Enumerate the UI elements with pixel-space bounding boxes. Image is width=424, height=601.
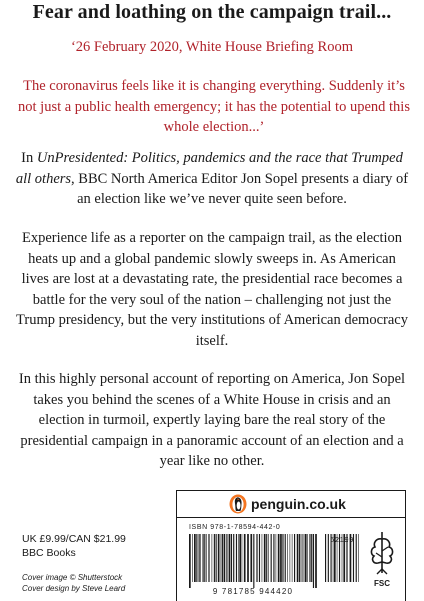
barcode-bar [221,534,222,582]
barcode-bar [238,534,239,582]
barcode-bar [307,534,308,582]
intro-prefix: In [21,150,37,166]
barcode-bar [305,534,307,582]
barcode-bar [224,534,226,582]
barcode-bar [192,534,193,582]
barcode-bar [226,534,227,582]
barcode-bar [212,534,213,582]
barcode-bar [315,534,317,588]
barcode-bar [311,534,312,582]
barcode-bar [313,534,314,588]
ean-barcode [187,534,319,588]
barcode-bar [257,534,258,582]
barcode-bar [299,534,300,582]
barcode-bar [250,534,252,582]
credits [22,573,125,594]
barcode-bar [196,534,197,582]
barcode-bar [236,534,237,582]
barcode-box [176,490,406,601]
dateline: ‘26 February 2020, White House Briefing Room [70,39,354,55]
publisher-strip [177,491,405,518]
barcode-bar [278,534,280,582]
book-title: UnPresidented: Politics, pandemics and the race that Trumped all others [15,150,403,187]
barcode-bar [206,534,207,582]
barcode-bar [292,534,293,582]
publisher-url[interactable]: penguin.co.uk [251,496,346,512]
paragraph-2: Experience life as a reporter on the campaign trail, as the election heats up and a global pandemic slowly sweeps in. As American lives are lost at a devastating rate, the presidential race becomes a battle for the very soul of the nation – challenging not just the Trump presidency, but the very institutions of American democracy itself. [16,230,408,349]
barcode-bar [194,534,196,582]
quote: The coronavirus feels like it is changing everything. Suddenly it’s not just a public health emergency; it has the potential to upend this whole election...’ [18,78,410,135]
barcode-bar [264,534,266,582]
barcode-digits: 9 781785 944420 [212,587,294,596]
imprint: BBC Books [22,547,76,559]
fsc-tree-icon [367,529,397,577]
barcode-bar [276,534,277,582]
barcode-bar [303,534,304,582]
credit-design: Cover design by Steve Leard [22,583,126,593]
barcode-bar [204,534,205,582]
price-block [22,532,126,560]
intro-suffix: , BBC North America Editor Jon Sopel presents a diary of an election like we’ve never quite seen before. [71,170,409,207]
barcode-bar [189,534,191,588]
barcode-bar [203,534,204,582]
barcode-bar [304,534,305,582]
barcode-bar [247,534,249,582]
barcode-bar [301,534,302,582]
credit-image: Cover image © Shutterstock [22,573,123,582]
barcode-bar [222,534,223,582]
barcode-bar [294,534,295,582]
barcode-bar [266,534,267,582]
isbn-text: ISBN 978-1-78594-442-0 [189,524,281,531]
barcode-bar [256,534,257,582]
barcode-bar [259,534,260,582]
barcode-bar [271,534,272,582]
barcode-bar [239,534,241,582]
barcode-bar [244,534,246,582]
barcode-bar [287,534,288,582]
penguin-logo-icon [229,494,247,514]
barcode-bar [200,534,201,582]
paragraph-3: In this highly personal account of reporting on America, Jon Sopel takes you behind the scenes of a White House in crisis and an election in turmoil, expertly laying bare the real story of the presidential campaign in a panoramic account of an election and a year like no other. [18,371,406,469]
barcode-bar [268,534,269,582]
barcode-bar [231,534,232,582]
addon-digits: 62199 [330,535,354,544]
barcode-bar [233,534,234,582]
barcode-bar [282,534,283,582]
barcode-bar [218,534,220,582]
barcode-bar [214,534,215,582]
barcode-bar [273,534,274,582]
barcode-bar [216,534,217,582]
barcode-bar [285,534,286,582]
barcode-bar [297,534,299,582]
barcode-bar [242,534,243,582]
barcode-bar [290,534,291,582]
headline: Fear and loathing on the campaign trail... [32,1,392,23]
barcode-bar [229,534,231,582]
barcode-bar [262,534,263,582]
barcode-bar [199,534,200,582]
barcode-bar [253,534,254,588]
price: UK £9.99/CAN $21.99 [22,533,126,545]
intro-paragraph [14,148,410,210]
barcode-bar [280,534,282,582]
barcode-bar [208,534,209,582]
barcode-bar [209,534,210,582]
fsc-label: FSC [374,579,390,588]
barcode-bar [309,534,310,582]
